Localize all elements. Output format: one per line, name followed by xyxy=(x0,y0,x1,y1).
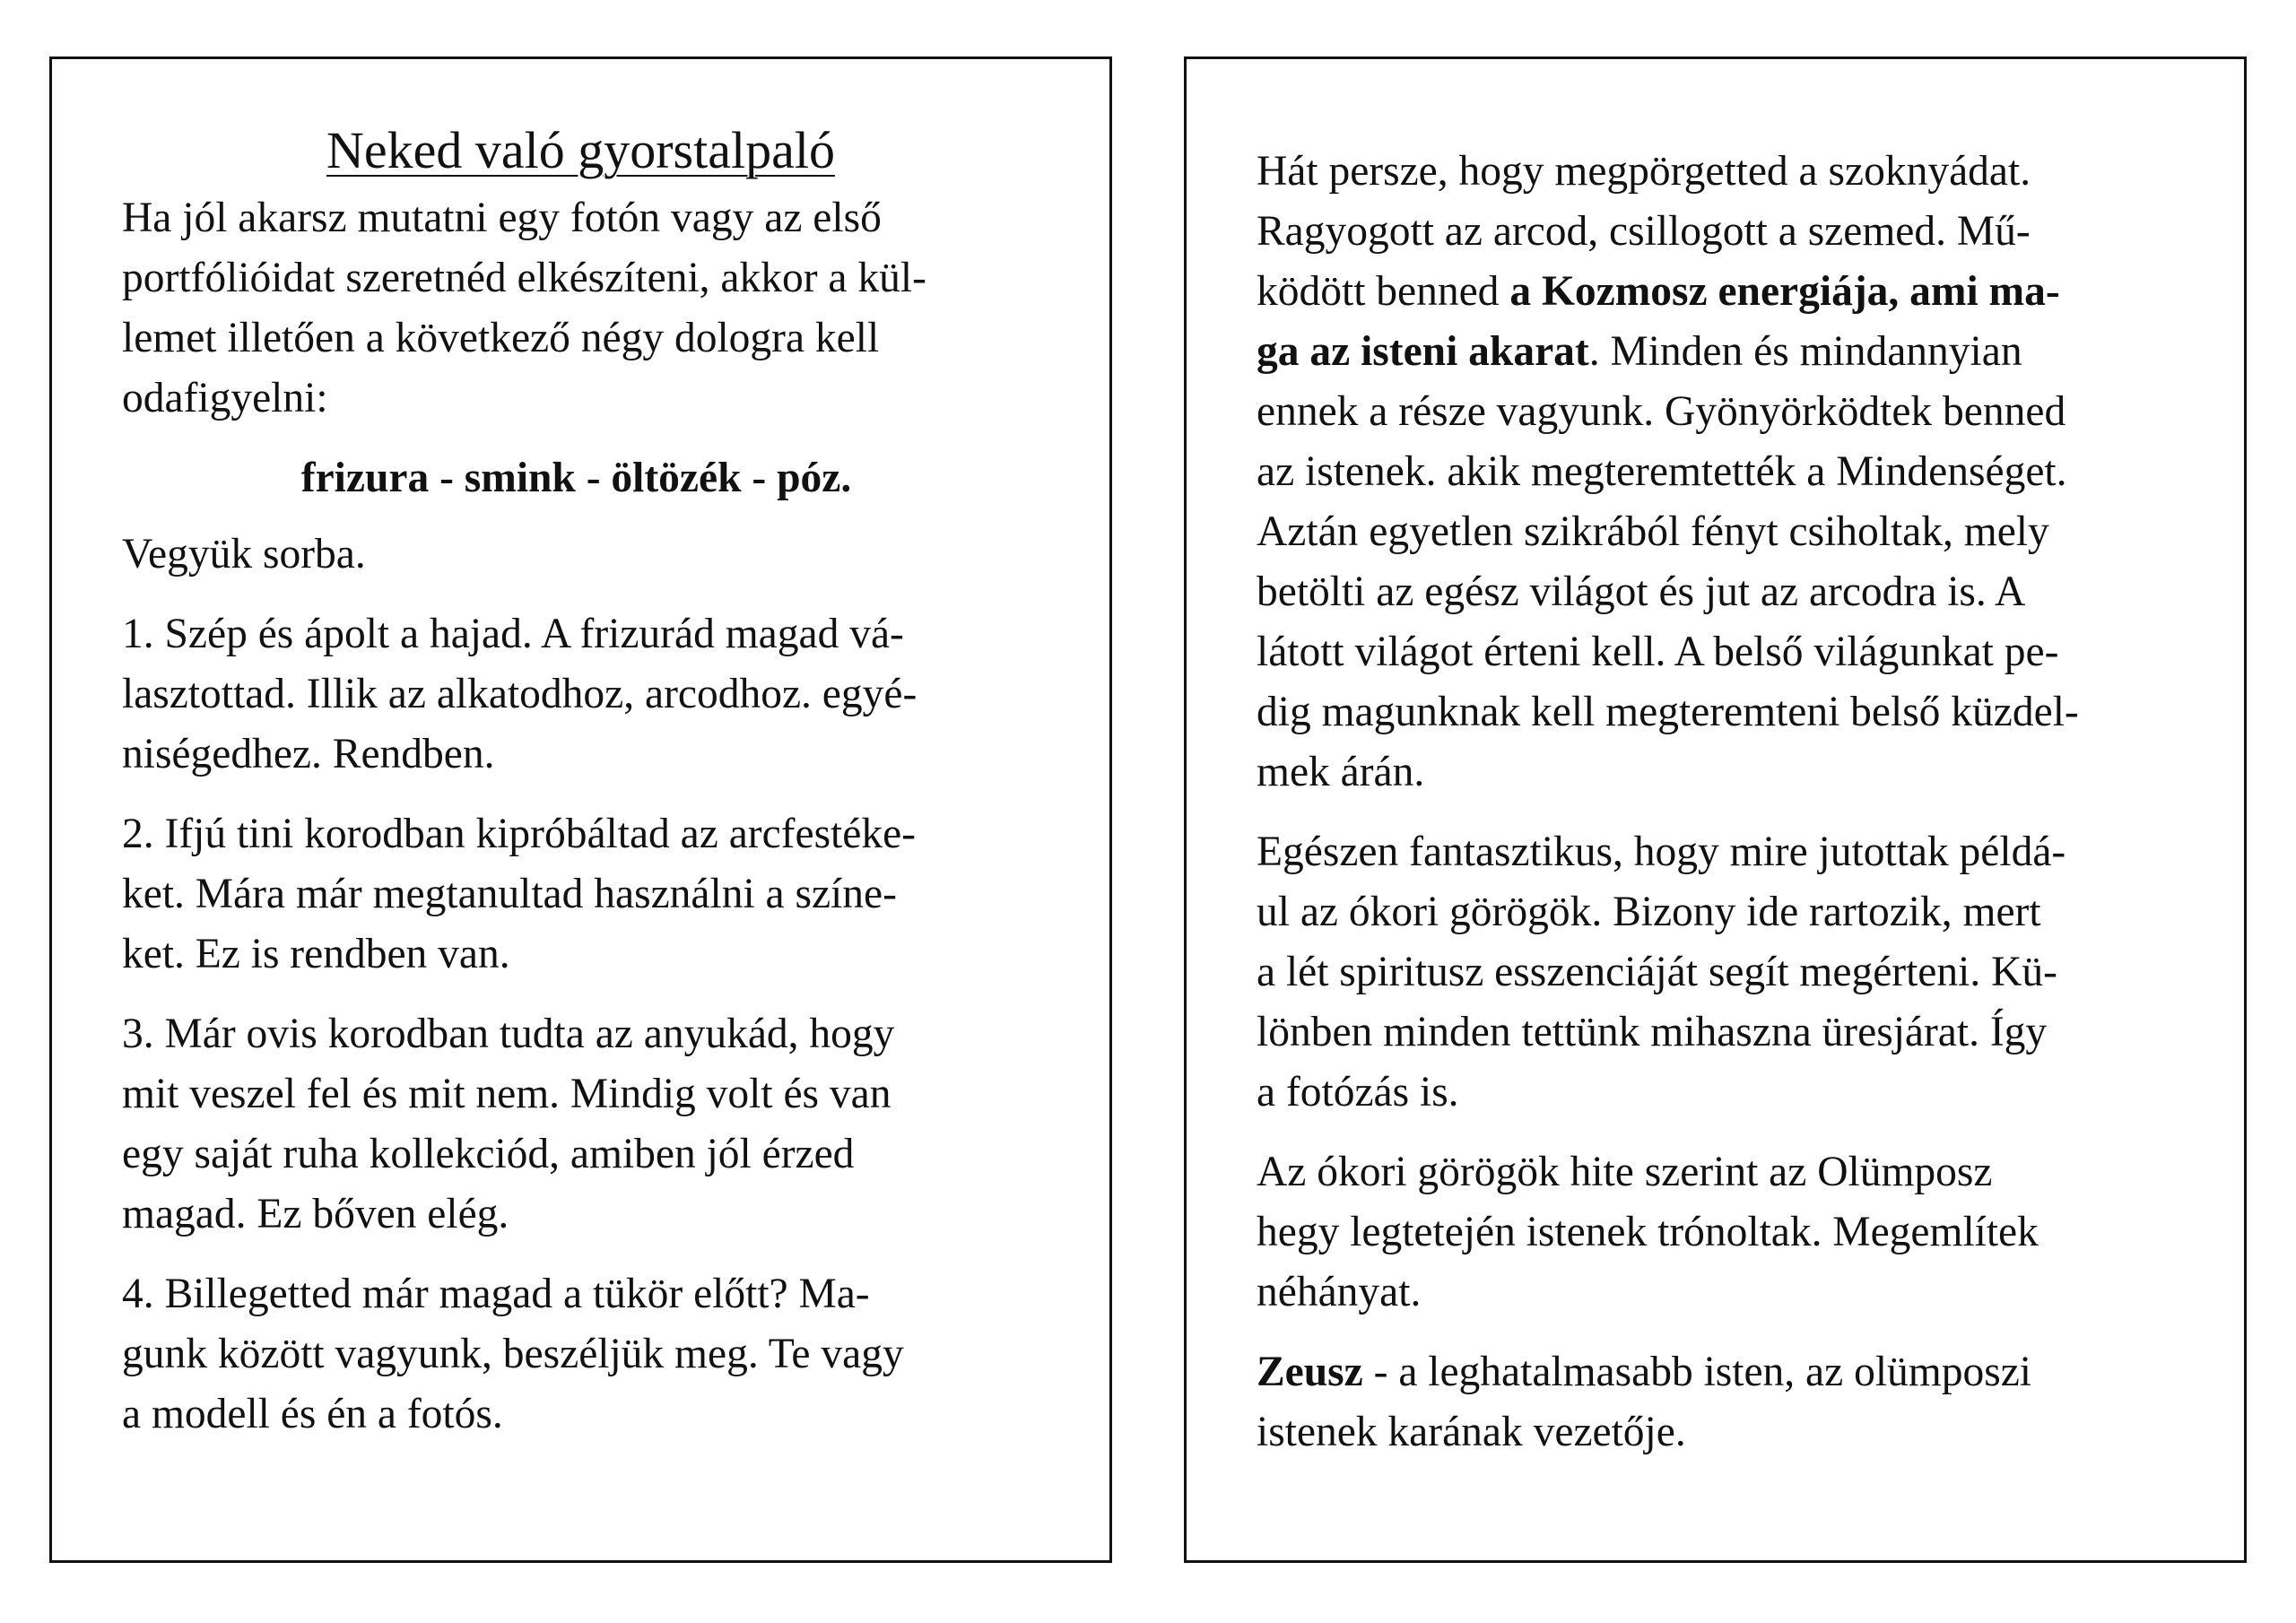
text-line: Ragyogott az arcod, csillogott a szemed. Mű- xyxy=(1257,208,2031,255)
text-run: ködött benned xyxy=(1257,268,1510,315)
text-line: mek árán. xyxy=(1257,749,1425,795)
text-line: ennek a része vagyunk. Gyönyörködtek benned xyxy=(1257,388,2066,435)
text-line: 1. Szép és ápolt a hajad. A frizurád magad vá- xyxy=(122,611,904,657)
text-line: lemet illetően a következő négy dologra kell xyxy=(122,315,880,361)
text-line: látott világot érteni kell. A belső világunkat pe- xyxy=(1257,629,2059,675)
text-run: . Minden és mindannyian xyxy=(1588,328,2022,375)
keywords-heading: frizura - smink - öltözék - póz. xyxy=(300,455,852,501)
text-line: Aztán egyetlen szikrából fényt csiholtak, mely xyxy=(1257,508,2049,555)
text-line: ul az ókori görögök. Bizony ide rartozik, mert xyxy=(1257,889,2041,935)
text-line: ket. Mára már megtanultad használni a színe- xyxy=(122,871,897,917)
text-line: portfólióidat szeretnéd elkészíteni, akkor a kül- xyxy=(122,255,926,301)
bold-text: ga az isteni akarat xyxy=(1257,328,1589,375)
text-line: Az ókori görögök hite szerint az Olümposz xyxy=(1257,1149,1993,1195)
text-run: - a leghatalmasabb isten, az olümposzi xyxy=(1362,1349,2031,1395)
text-line: Egészen fantasztikus, hogy mire jutottak példá- xyxy=(1257,829,2066,875)
text-line xyxy=(1257,262,2201,322)
text-line: 3. Már ovis korodban tudta az anyukád, hogy xyxy=(122,1011,895,1057)
item-2-paragraph xyxy=(122,804,1066,985)
text-line: magad. Ez bőven elég. xyxy=(122,1191,509,1237)
text-line xyxy=(1257,1342,2201,1402)
text-line: lönben minden tettünk mihaszna üresjárat. Így xyxy=(1257,1009,2048,1055)
text-line: mit veszel fel és mit nem. Mindig volt és van xyxy=(122,1071,891,1117)
bold-text: a Kozmosz energiája, ami ma- xyxy=(1509,268,2060,315)
text-line: a modell és én a fotós. xyxy=(122,1391,503,1437)
page-title: Neked való gyorstalpaló xyxy=(326,121,835,179)
text-line: 4. Billegetted már magad a tükör előtt? Ma- xyxy=(122,1271,870,1317)
item-3-paragraph xyxy=(122,1004,1066,1245)
text-line: egy saját ruha kollekciód, amiben jól érzed xyxy=(122,1131,855,1177)
text-line xyxy=(1257,322,2201,382)
text-line: ket. Ez is rendben van. xyxy=(122,931,510,977)
text-line: Ha jól akarsz mutatni egy fotón vagy az első xyxy=(122,195,882,241)
cosmos-paragraph xyxy=(1257,142,2201,803)
text-line: hegy legtetején istenek trónoltak. Megemlítek xyxy=(1257,1209,2039,1255)
text-line: lasztottad. Illik az alkatodhoz, arcodhoz. egyé- xyxy=(122,671,918,717)
text-line: betölti az egész világot és jut az arcodra is. A xyxy=(1257,568,2026,615)
text-line: Vegyük sorba. xyxy=(122,531,366,577)
text-line: gunk között vagyunk, beszéljük meg. Te vagy xyxy=(122,1331,904,1377)
text-line: az istenek. akik megteremtették a Mindenséget. xyxy=(1257,448,2067,495)
item-1-paragraph xyxy=(122,604,1066,785)
text-line: dig magunknak kell megteremteni belső küzdel- xyxy=(1257,689,2079,735)
left-page-content xyxy=(122,115,1066,1464)
text-line: néhányat. xyxy=(1257,1269,1422,1315)
text-line: istenek karának vezetője. xyxy=(1257,1409,1686,1455)
left-page xyxy=(49,56,1112,1563)
olympus-paragraph xyxy=(1257,1142,2201,1323)
text-line: a lét spiritusz esszenciáját segít megérteni. Kü- xyxy=(1257,949,2057,995)
item-4-paragraph xyxy=(122,1264,1066,1445)
text-line: odafigyelni: xyxy=(122,375,328,421)
right-page-content xyxy=(1257,142,2201,1482)
right-page xyxy=(1184,56,2247,1563)
text-line: Hát persze, hogy megpörgetted a szoknyádat. xyxy=(1257,148,2031,195)
greeks-paragraph xyxy=(1257,822,2201,1123)
text-line: a fotózás is. xyxy=(1257,1069,1459,1115)
sort-paragraph xyxy=(122,525,1066,585)
text-line: 2. Ifjú tini korodban kipróbáltad az arcfestéke- xyxy=(122,811,916,857)
zeus-paragraph xyxy=(1257,1342,2201,1462)
bold-text: Zeusz xyxy=(1257,1349,1363,1395)
intro-paragraph xyxy=(122,188,1066,429)
text-line: niségedhez. Rendben. xyxy=(122,731,495,777)
